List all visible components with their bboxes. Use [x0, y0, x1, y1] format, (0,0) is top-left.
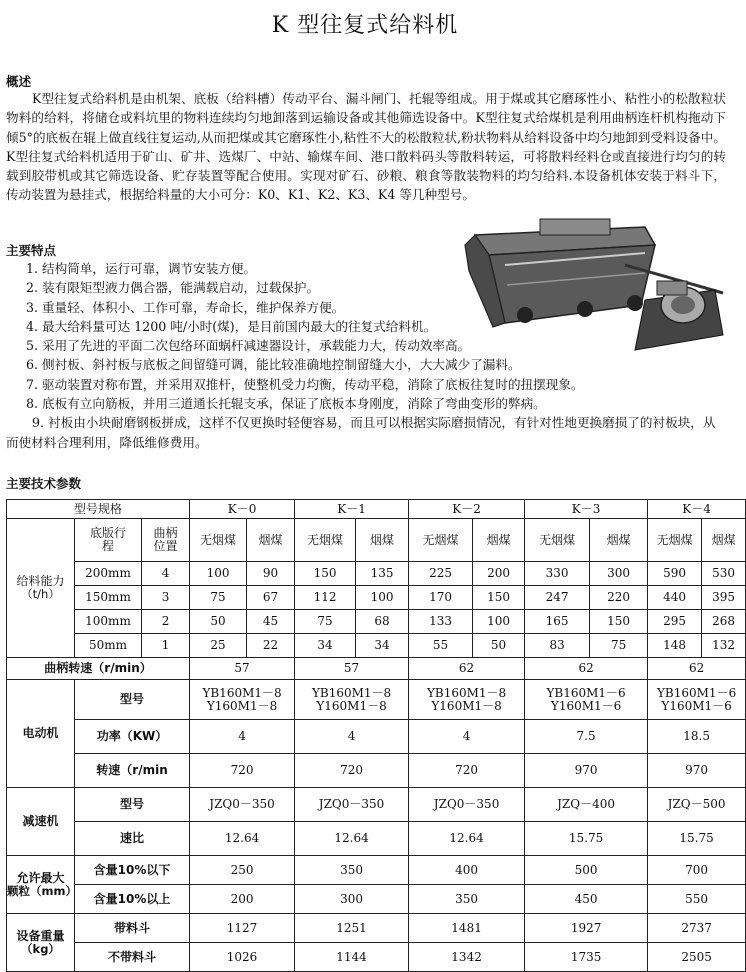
- rpm-cell: 720: [295, 754, 409, 788]
- stroke-cell: 150mm: [75, 586, 142, 610]
- capacity-cell: 148: [648, 634, 702, 658]
- motor-model-cell: YB160M1－6 Y160M1－6: [525, 680, 648, 720]
- coal-type: 烟煤: [473, 519, 525, 562]
- capacity-cell: 67: [247, 586, 295, 610]
- coal-type: 无烟煤: [295, 519, 356, 562]
- coal-type: 烟煤: [702, 519, 746, 562]
- capacity-row: [7, 634, 746, 658]
- feature-item: 8. 底板有立向筋板，并用三道通长托辊支承，保证了底板本身刚度，消除了弯曲变形的弊病。: [26, 396, 546, 412]
- particle-cell: 400: [409, 856, 525, 885]
- crank-speed-cell: 62: [525, 658, 648, 680]
- ratio-cell: 15.75: [525, 822, 648, 856]
- capacity-cell: 590: [648, 562, 702, 586]
- ratio-cell: 12.64: [190, 822, 295, 856]
- coal-type: 无烟煤: [190, 519, 247, 562]
- capacity-cell: 247: [525, 586, 590, 610]
- capacity-cell: 530: [702, 562, 746, 586]
- particle-cell: 250: [190, 856, 295, 885]
- coal-type: 烟煤: [356, 519, 409, 562]
- stroke-label: 底版行程: [75, 519, 142, 562]
- capacity-cell: 150: [473, 586, 525, 610]
- particle-cell: 700: [648, 856, 746, 885]
- particle-row-label: 含量10%以上: [75, 885, 190, 914]
- features-heading: 主要特点: [6, 243, 57, 258]
- particle-cell: 200: [190, 885, 295, 914]
- capacity-cell: 395: [702, 586, 746, 610]
- capacity-cell: 83: [525, 634, 590, 658]
- capacity-cell: 55: [409, 634, 473, 658]
- weight-cell: 1144: [295, 943, 409, 972]
- weight-cell: 1481: [409, 914, 525, 943]
- crank-pos-cell: 2: [142, 610, 190, 634]
- stroke-cell: 100mm: [75, 610, 142, 634]
- feature-item: 7. 驱动装置对称布置，并采用双推杆，使整机受力均衡，传动平稳，消除了底板往复时的扭摆现象。: [26, 376, 584, 392]
- capacity-cell: 150: [295, 562, 356, 586]
- ratio-cell: 12.64: [295, 822, 409, 856]
- weight-cell: 1251: [295, 914, 409, 943]
- reducer-model-label: 型号: [75, 788, 190, 822]
- capacity-cell: 22: [247, 634, 295, 658]
- capacity-cell: 34: [295, 634, 356, 658]
- rpm-cell: 720: [190, 754, 295, 788]
- feature-item: 5. 采用了先进的平面二次包络环面蜗杆减速器设计，承载能力大，传动效率高。: [26, 338, 471, 354]
- particle-label: 允许最大 颗粒（mm）: [7, 856, 75, 914]
- power-cell: 4: [295, 720, 409, 754]
- crank-pos-cell: 4: [142, 562, 190, 586]
- model-header: K－0: [190, 500, 295, 519]
- stroke-cell: 200mm: [75, 562, 142, 586]
- capacity-cell: 68: [356, 610, 409, 634]
- stroke-cell: 50mm: [75, 634, 142, 658]
- motor-label: 电动机: [7, 680, 75, 788]
- weight-cell: 1735: [525, 943, 648, 972]
- crank-speed-label: 曲柄转速（r/min）: [7, 658, 190, 680]
- reducer-label: 减速机: [7, 788, 75, 856]
- capacity-cell: 50: [190, 610, 247, 634]
- capacity-cell: 225: [409, 562, 473, 586]
- reducer-model-cell: JZQ－500: [648, 788, 746, 822]
- power-cell: 4: [409, 720, 525, 754]
- capacity-label: 给料能力 （t/h）: [7, 519, 75, 658]
- motor-model-cell: YB160M1－8 Y160M1－8: [409, 680, 525, 720]
- particle-row-label: 含量10%以下: [75, 856, 190, 885]
- motor-model-cell: YB160M1－8 Y160M1－8: [190, 680, 295, 720]
- particle-cell: 300: [295, 885, 409, 914]
- weight-row-label: 不带料斗: [75, 943, 190, 972]
- capacity-cell: 200: [473, 562, 525, 586]
- capacity-cell: 268: [702, 610, 746, 634]
- crank-pos-cell: 1: [142, 634, 190, 658]
- weight-cell: 2737: [648, 914, 746, 943]
- ratio-cell: 15.75: [648, 822, 746, 856]
- feature-item: 4. 最大给料量可达 1200 吨/小时(煤)，是目前国内最大的往复式给料机。: [26, 318, 437, 334]
- feature-item: 2. 装有限矩型液力偶合器，能满载启动，过载保护。: [26, 280, 320, 296]
- weight-cell: 1927: [525, 914, 648, 943]
- capacity-cell: 300: [590, 562, 648, 586]
- rpm-cell: 970: [525, 754, 648, 788]
- power-cell: 4: [190, 720, 295, 754]
- crank-speed-cell: 57: [190, 658, 295, 680]
- reducer-model-cell: JZQ0－350: [295, 788, 409, 822]
- capacity-cell: 34: [356, 634, 409, 658]
- particle-cell: 450: [525, 885, 648, 914]
- capacity-cell: 150: [590, 610, 648, 634]
- crank-speed-cell: 62: [409, 658, 525, 680]
- capacity-cell: 295: [648, 610, 702, 634]
- capacity-row: [7, 586, 746, 610]
- capacity-cell: 75: [295, 610, 356, 634]
- power-cell: 7.5: [525, 720, 648, 754]
- weight-cell: 1342: [409, 943, 525, 972]
- coal-type: 无烟煤: [409, 519, 473, 562]
- capacity-cell: 220: [590, 586, 648, 610]
- capacity-cell: 132: [702, 634, 746, 658]
- overview-text: K型往复式给料机是由机架、底板（给料槽）传动平台、漏斗闸门、托辊等组成。用于煤或其它磨琢性小、粘性小的松散粒状物料的给料，将储仓或料坑里的物料连续均匀地卸落到运输设备或其他筛选设备中。K型往复式给煤机是利用曲柄连杆机构拖动下倾5°的底板在辊上做直线往复运动,从而把煤或其它磨琢性小,粘性不大的松散粒状,粉状物料从给料设备中均匀地卸到受料设备中。K型往复式给料机适用于矿山、矿井、选煤厂、中站、输煤车间、港口散料码头等散料转运，可将散料经料仓或直接进行均匀的转载到胶带机或其它筛选设备、贮存装置等配合使用。实现对矿石、砂粮、粮食等散装物料的均匀给料.本设备机体安装于料斗下，传动装置为悬挂式，根据给料量的大小可分：K0、K1、K2、K3、K4 等几种型号。: [6, 91, 726, 203]
- weight-label: 设备重量 （kg）: [7, 914, 75, 972]
- rpm-cell: 720: [409, 754, 525, 788]
- coal-type: 烟煤: [247, 519, 295, 562]
- model-header: K－3: [525, 500, 648, 519]
- reducer-model-cell: JZQ－400: [525, 788, 648, 822]
- capacity-row: [7, 610, 746, 634]
- weight-row-label: 带料斗: [75, 914, 190, 943]
- motor-model-label: 型号: [75, 680, 190, 720]
- capacity-cell: 133: [409, 610, 473, 634]
- coal-type: 无烟煤: [525, 519, 590, 562]
- feature-item: 3. 重量轻、体积小、工作可靠，寿命长，维护保养方便。: [26, 299, 345, 315]
- particle-cell: 350: [409, 885, 525, 914]
- weight-cell: 1026: [190, 943, 295, 972]
- ratio-cell: 12.64: [409, 822, 525, 856]
- capacity-cell: 100: [473, 610, 525, 634]
- particle-cell: 550: [648, 885, 746, 914]
- capacity-cell: 75: [190, 586, 247, 610]
- particle-cell: 350: [295, 856, 409, 885]
- reducer-model-cell: JZQ0－350: [190, 788, 295, 822]
- rpm-cell: 970: [648, 754, 746, 788]
- feature-item: 9. 衬板由小块耐磨钢板拼成，这样不仅更换时轻便容易，而且可以根据实际磨损情况，有针对性地更换磨损了的衬板块，从而使材料合理利用，降低维修费用。: [6, 415, 716, 450]
- rpm-label: 转速（r/min: [75, 754, 190, 788]
- weight-cell: 1127: [190, 914, 295, 943]
- coal-type: 无烟煤: [648, 519, 702, 562]
- spec-table: [6, 499, 746, 972]
- feature-item: 1. 结构简单，运行可靠，调节安装方便。: [26, 261, 257, 276]
- ratio-label: 速比: [75, 822, 190, 856]
- power-cell: 18.5: [648, 720, 746, 754]
- specs-heading: 主要技术参数: [6, 476, 82, 491]
- capacity-cell: 170: [409, 586, 473, 610]
- capacity-row: [7, 562, 746, 586]
- particle-cell: 500: [525, 856, 648, 885]
- crank-speed-cell: 57: [295, 658, 409, 680]
- capacity-cell: 75: [590, 634, 648, 658]
- crank-pos-cell: 3: [142, 586, 190, 610]
- capacity-cell: 100: [356, 586, 409, 610]
- page-title: K 型往复式给料机: [271, 13, 459, 38]
- motor-model-cell: YB160M1－8 Y160M1－8: [295, 680, 409, 720]
- model-label: 型号规格: [7, 500, 190, 519]
- crank-speed-cell: 62: [648, 658, 746, 680]
- model-header: K－4: [648, 500, 746, 519]
- capacity-cell: 440: [648, 586, 702, 610]
- model-header: K－1: [295, 500, 409, 519]
- weight-cell: 2505: [648, 943, 746, 972]
- capacity-cell: 135: [356, 562, 409, 586]
- motor-model-cell: YB160M1－6 Y160M1－6: [648, 680, 746, 720]
- features-list: [0, 259, 722, 452]
- capacity-cell: 25: [190, 634, 247, 658]
- power-label: 功率（KW）: [75, 720, 190, 754]
- capacity-cell: 100: [190, 562, 247, 586]
- model-header: K－2: [409, 500, 525, 519]
- capacity-cell: 112: [295, 586, 356, 610]
- capacity-cell: 50: [473, 634, 525, 658]
- feature-item: 6. 侧衬板、斜衬板与底板之间留缝可调，能比较准确地控制留缝大小，大大减少了漏料。: [26, 357, 521, 373]
- overview-heading: 概述: [6, 74, 32, 89]
- coal-type: 烟煤: [590, 519, 648, 562]
- capacity-cell: 90: [247, 562, 295, 586]
- capacity-cell: 45: [247, 610, 295, 634]
- capacity-cell: 165: [525, 610, 590, 634]
- reducer-model-cell: JZQ0－350: [409, 788, 525, 822]
- capacity-cell: 330: [525, 562, 590, 586]
- crank-position-label: 曲柄位置: [142, 519, 190, 562]
